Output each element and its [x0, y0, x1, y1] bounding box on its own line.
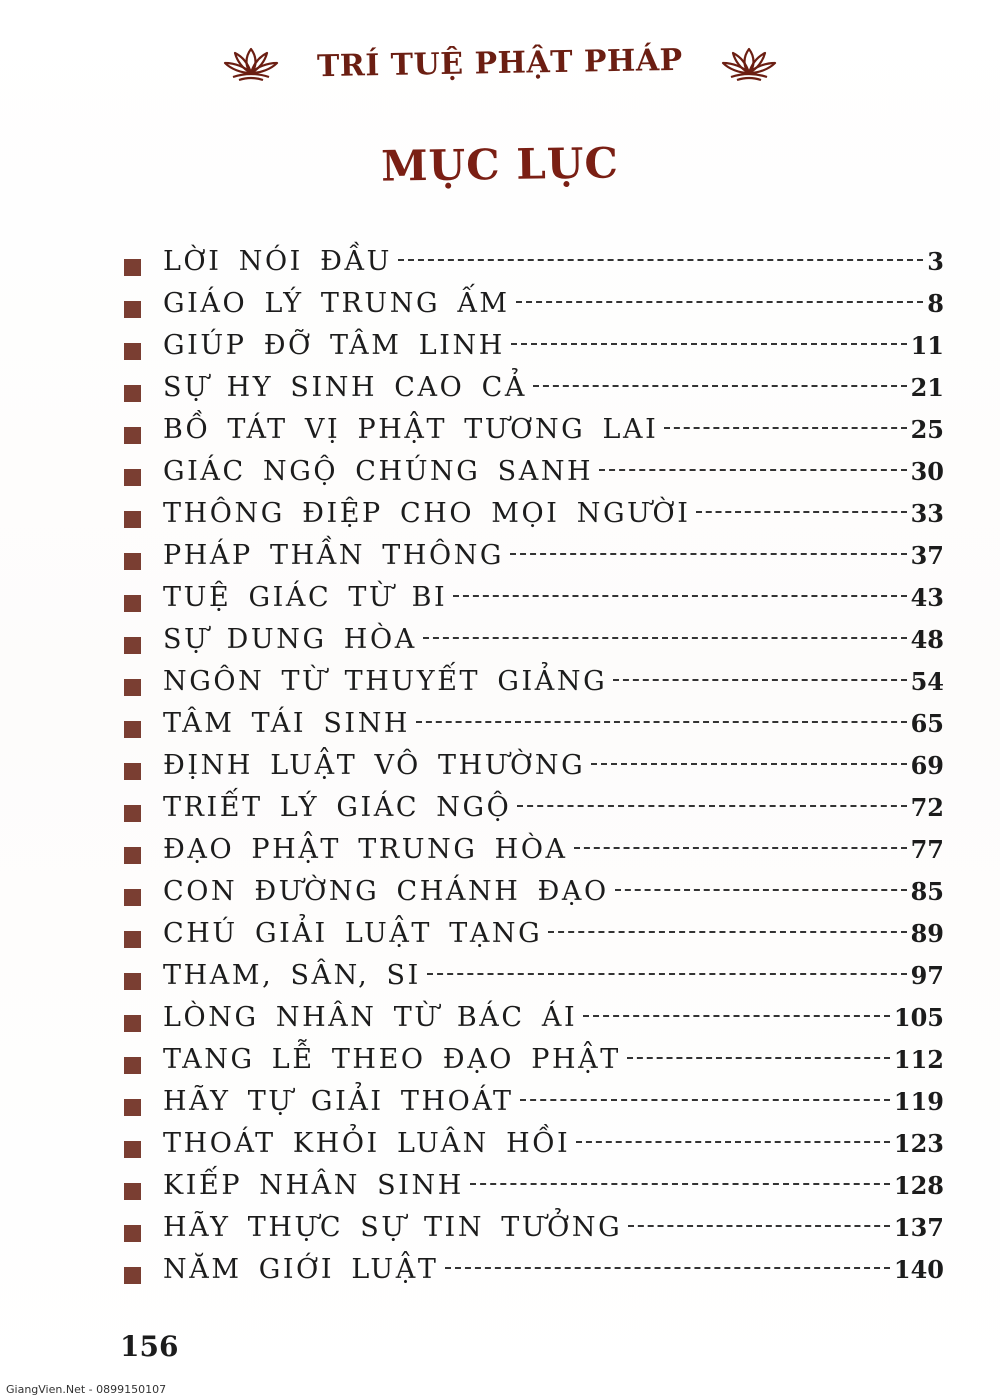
toc-entry-page-number: 128	[893, 1171, 944, 1200]
toc-entry-title: LÒNG NHÂN TỪ BÁC ÁI	[163, 1002, 578, 1033]
toc-entry	[124, 1212, 944, 1254]
toc-entry-page-number: 72	[910, 793, 944, 822]
toc-entry-page-number: 21	[910, 373, 944, 402]
toc-entry-page-number: 77	[910, 835, 944, 864]
dotted-leader	[599, 469, 906, 471]
toc-entry-page-number: 123	[893, 1129, 944, 1158]
toc-entry-page-number: 69	[910, 751, 944, 780]
dotted-leader	[664, 427, 906, 429]
toc-entry	[124, 750, 944, 792]
toc-entry	[124, 582, 944, 624]
toc-title: MỤC LỤC	[380, 138, 620, 191]
square-bullet-icon	[124, 847, 141, 864]
dotted-leader	[696, 511, 906, 513]
dotted-leader	[453, 595, 906, 597]
toc-entry-title: GIÁO LÝ TRUNG ẤM	[163, 288, 510, 319]
square-bullet-icon	[124, 1057, 141, 1074]
toc-entry	[124, 456, 944, 498]
dotted-leader	[427, 973, 907, 975]
dotted-leader	[510, 553, 906, 555]
toc-entry	[124, 834, 944, 876]
toc-entry-page-number: 65	[910, 709, 944, 738]
toc-entry	[124, 1128, 944, 1170]
toc-entry-page-number: 140	[893, 1255, 944, 1284]
toc-entry	[124, 1002, 944, 1044]
toc-entry-title: TUỆ GIÁC TỪ BI	[163, 582, 448, 613]
dotted-leader	[520, 1099, 890, 1101]
dotted-leader	[416, 721, 907, 723]
toc-entry	[124, 498, 944, 540]
toc-entry-page-number: 105	[893, 1003, 944, 1032]
toc-entry-title: ĐẠO PHẬT TRUNG HÒA	[163, 834, 568, 865]
square-bullet-icon	[124, 511, 141, 528]
square-bullet-icon	[124, 805, 141, 822]
square-bullet-icon	[124, 595, 141, 612]
toc-entry	[124, 960, 944, 1002]
toc-entry	[124, 246, 944, 288]
lotus-icon	[717, 43, 781, 83]
dotted-leader	[398, 259, 923, 261]
toc-entry-title: TÂM TÁI SINH	[163, 708, 411, 739]
toc-entry-title: GIÚP ĐỠ TÂM LINH	[163, 330, 505, 361]
toc-entry-page-number: 11	[910, 331, 944, 360]
toc-entry	[124, 1044, 944, 1086]
toc-entry	[124, 540, 944, 582]
square-bullet-icon	[124, 889, 141, 906]
lotus-icon	[219, 43, 283, 83]
toc-entry-title: SỰ DUNG HÒA	[163, 624, 417, 655]
toc-entry-title: ĐỊNH LUẬT VÔ THƯỜNG	[163, 750, 586, 781]
dotted-leader	[516, 301, 924, 303]
toc-entry-title: TRIẾT LÝ GIÁC NGỘ	[163, 792, 512, 823]
dotted-leader	[470, 1183, 890, 1185]
toc-entry-page-number: 25	[910, 415, 944, 444]
toc-entry-page-number: 43	[910, 583, 944, 612]
square-bullet-icon	[124, 1015, 141, 1032]
square-bullet-icon	[124, 427, 141, 444]
toc-entry-title: NĂM GIỚI LUẬT	[163, 1254, 439, 1285]
page-number: 156	[120, 1330, 179, 1363]
toc-entry-title: HÃY THỰC SỰ TIN TƯỞNG	[163, 1212, 623, 1243]
toc-entry	[124, 1254, 944, 1296]
toc-entry-page-number: 48	[910, 625, 944, 654]
square-bullet-icon	[124, 931, 141, 948]
dotted-leader	[628, 1225, 890, 1227]
toc-entry-page-number: 30	[910, 457, 944, 486]
dotted-leader	[591, 763, 906, 765]
toc-entry-page-number: 85	[910, 877, 944, 906]
toc-entry	[124, 666, 944, 708]
toc-entry	[124, 918, 944, 960]
toc-entry	[124, 288, 944, 330]
toc-entry-title: LỜI NÓI ĐẦU	[163, 246, 392, 277]
square-bullet-icon	[124, 1141, 141, 1158]
toc-entry-title: HÃY TỰ GIẢI THOÁT	[163, 1086, 514, 1117]
square-bullet-icon	[124, 679, 141, 696]
square-bullet-icon	[124, 721, 141, 738]
toc-entry-title: CON ĐƯỜNG CHÁNH ĐẠO	[163, 876, 609, 907]
toc-entry-title: TANG LỄ THEO ĐẠO PHẬT	[163, 1044, 621, 1075]
square-bullet-icon	[124, 973, 141, 990]
toc-entry-title: PHÁP THẦN THÔNG	[163, 540, 505, 571]
square-bullet-icon	[124, 1267, 141, 1284]
toc-entry-page-number: 54	[910, 667, 944, 696]
toc-entry-title: THAM, SÂN, SI	[163, 960, 421, 991]
square-bullet-icon	[124, 1183, 141, 1200]
toc-entry-page-number: 89	[910, 919, 944, 948]
toc-entry-page-number: 97	[910, 961, 944, 990]
square-bullet-icon	[124, 1225, 141, 1242]
toc-entry	[124, 1086, 944, 1128]
toc-entry-page-number: 112	[893, 1045, 944, 1074]
square-bullet-icon	[124, 469, 141, 486]
toc-entry	[124, 876, 944, 918]
toc-entry	[124, 414, 944, 456]
dotted-leader	[445, 1267, 890, 1269]
square-bullet-icon	[124, 1099, 141, 1116]
dotted-leader	[613, 679, 906, 681]
toc-entry	[124, 624, 944, 666]
dotted-leader	[511, 343, 907, 345]
watermark: GiangVien.Net - 0899150107	[6, 1383, 167, 1396]
square-bullet-icon	[124, 259, 141, 276]
toc-list	[124, 246, 944, 1296]
toc-entry	[124, 708, 944, 750]
toc-entry-title: CHÚ GIẢI LUẬT TẠNG	[163, 918, 543, 949]
toc-entry-page-number: 119	[893, 1087, 944, 1116]
toc-entry-page-number: 3	[927, 247, 944, 276]
toc-entry-title: SỰ HY SINH CAO CẢ	[163, 372, 527, 403]
toc-entry-page-number: 137	[893, 1213, 944, 1242]
dotted-leader	[533, 385, 907, 387]
toc-entry-page-number: 37	[910, 541, 944, 570]
square-bullet-icon	[124, 343, 141, 360]
toc-entry-title: THOÁT KHỎI LUÂN HỒI	[163, 1128, 571, 1159]
toc-entry-title: NGÔN TỪ THUYẾT GIẢNG	[163, 666, 608, 697]
toc-entry	[124, 372, 944, 414]
square-bullet-icon	[124, 637, 141, 654]
dotted-leader	[574, 847, 907, 849]
square-bullet-icon	[124, 763, 141, 780]
toc-entry	[124, 1170, 944, 1212]
square-bullet-icon	[124, 385, 141, 402]
dotted-leader	[615, 889, 907, 891]
running-header	[0, 38, 1000, 88]
dotted-leader	[423, 637, 907, 639]
toc-entry-title: BỒ TÁT VỊ PHẬT TƯƠNG LAI	[163, 414, 659, 445]
running-title: TRÍ TUỆ PHẬT PHÁP	[316, 42, 684, 84]
toc-entry-title: KIẾP NHÂN SINH	[163, 1170, 464, 1201]
dotted-leader	[627, 1057, 890, 1059]
square-bullet-icon	[124, 301, 141, 318]
dotted-leader	[583, 1015, 890, 1017]
square-bullet-icon	[124, 553, 141, 570]
dotted-leader	[576, 1141, 890, 1143]
dotted-leader	[548, 931, 906, 933]
dotted-leader	[517, 805, 906, 807]
toc-entry-title: GIÁC NGỘ CHÚNG SANH	[163, 456, 594, 487]
toc-entry	[124, 330, 944, 372]
toc-entry	[124, 792, 944, 834]
toc-entry-page-number: 8	[927, 289, 944, 318]
toc-entry-title: THÔNG ĐIỆP CHO MỌI NGƯỜI	[163, 498, 691, 529]
toc-entry-page-number: 33	[910, 499, 944, 528]
